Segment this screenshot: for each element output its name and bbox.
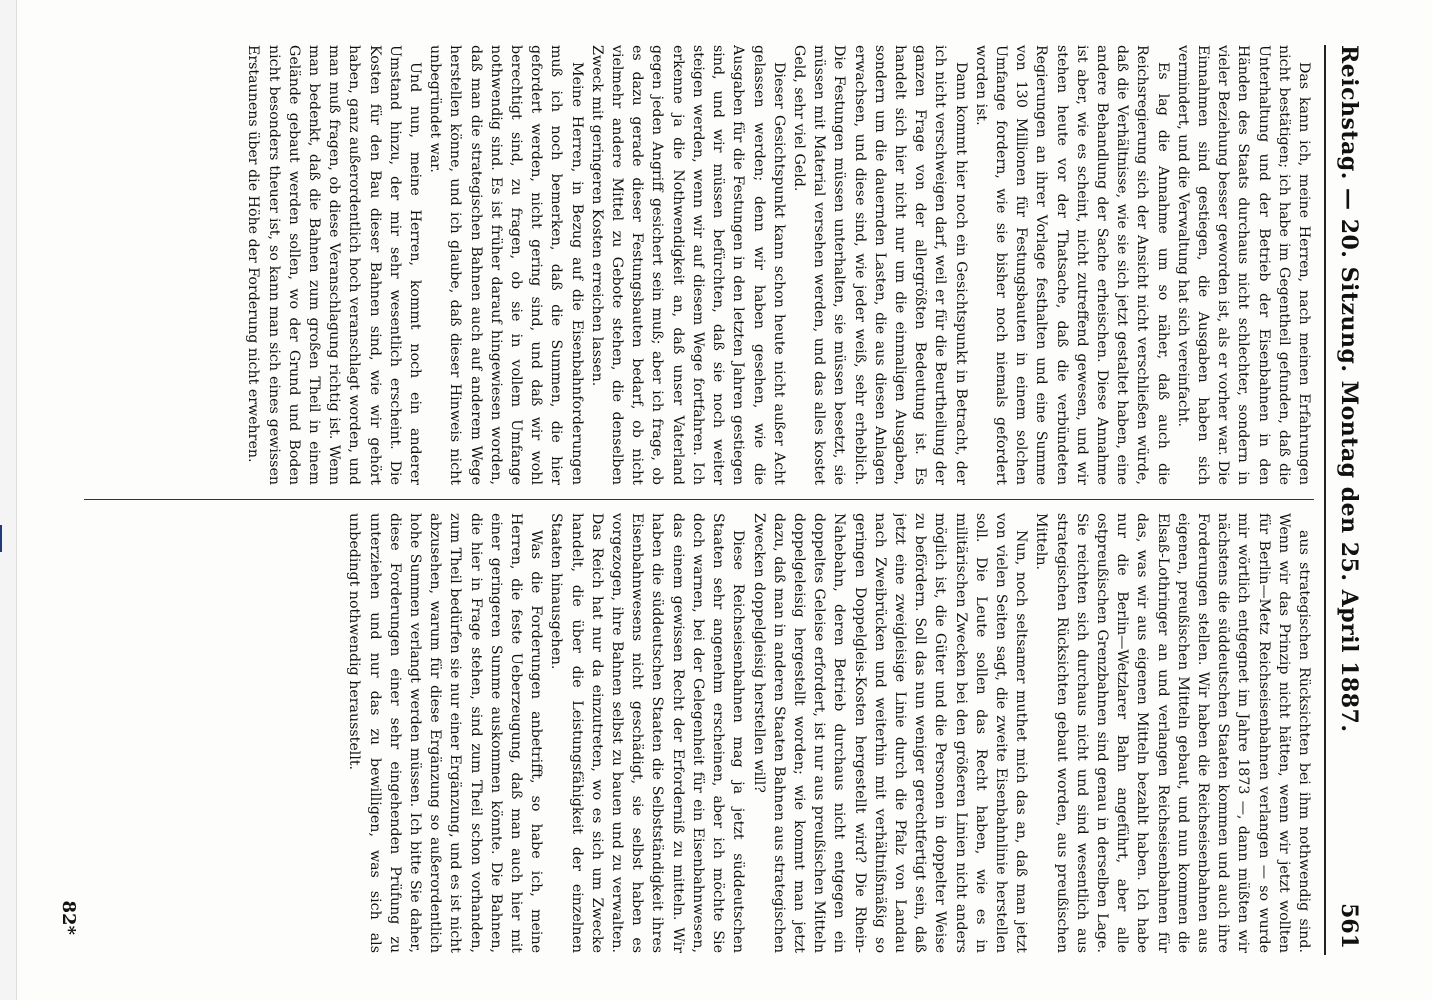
- paragraph: Dieser Gesichtspunkt kann schon heute nicht außer Acht gelassen werden; denn wir haben gesehen, wie die Ausgaben für die Festungen in den letzten Jahren gestiegen sind, und wir müssen befürchten, daß sie noch weiter steigen werden, wenn wir auf diesem Wege fortfahren. Ich erkenne ja die Nothwendigkeit an, daß unser Vaterland gegen jeden Angriff gesichert sein muß; aber ich frage, ob es dazu gerade dieser Festungsbauten bedarf, ob nicht vielmehr andere Mittel zu Gebote stehen, die denselben Zweck mit geringeren Kosten erreichen lassen.: [588, 45, 787, 485]
- digitisation-strip: [0, 0, 17, 1000]
- paragraph: Dann kommt hier noch ein Gesichtspunkt in Betracht, der ich nicht verschweigen darf, weil er für die Beurtheilung der ganzen Frage von der allergrößten Bedeutung ist. Es handelt sich hier nicht nur um die einmaligen Ausgaben, sondern um die dauernden Lasten, die aus diesen Anlagen erwachsen, und diese sind, wie jeder weiß, sehr erheblich. Die Festungen müssen unterhalten, sie müssen besetzt, sie müssen mit Material versehen werden, und das alles kostet Geld, sehr viel Geld.: [790, 45, 969, 485]
- paragraph: Meine Herren, in Bezug auf die Eisenbahnforderungen muß ich noch bemerken, daß die Summen, die hier gefordert werden, nicht gering sind, und daß wir wohl berechtigt sind, zu fragen, ob sie in vollem Umfange nothwendig sind. Es ist früher darauf hingewiesen worden, daß man die strategischen Bahnen auch auf anderem Wege herstellen könne, und ich glaube, daß dieser Hinweis nicht unbegründet war.: [427, 45, 585, 485]
- paragraph: Diese Reichseisenbahnen mag ja jetzt süddeutschen Staaten sehr angenehm erscheinen, aber ich möchte Sie doch warnen, bei der Gelegenheit für ein Eisenbahnwesen, das einem gewissen Recht der Erforderniß zu mitteln. Wir haben die süddeutschen Staaten die Selbstständigkeit ihres Eisenbahnwesens nicht geschädigt, sie selbst haben es vorgezogen, ihre Bahnen selbst zu bauen und zu verwalten. Das Reich hat nur da einzutreten, wo es sich um Zwecke handelt, die über die Leistungsfähigkeit der einzelnen Staaten hinausgehen.: [548, 513, 747, 953]
- paragraph: Und nun, meine Herren, kommt noch ein anderer Umstand hinzu, der mir sehr wesentlich erscheint. Die Kosten für den Bau dieser Bahnen sind, wie wir gehört haben, ganz außerordentlich hoch veranschlagt worden, und man muß fragen, ob diese Veranschlagung richtig ist. Wenn man bedenkt, daß die Bahnen zum großen Theil in einem Gelände gebaut werden sollen, wo der Grund und Boden nicht besonders theuer ist, so kann man sich eines gewissen Erstaunens über die Höhe der Forderung nicht erwehren.: [245, 45, 424, 485]
- rotated-page-content: [46, 25, 1386, 975]
- dfg-logo: [0, 525, 2, 552]
- digitisation-note: [0, 4, 2, 994]
- paragraph: aus strategischen Rücksichten bei ihm nothwendig sind. Wenn wir das Prinzip nicht hätten, wenn wir jetzt wollten für Berlin—Metz Reichseisenbahnen verlangen — so wurde mir wörtlich entgegnet im Jahre 1873 —, dann müßten wir nächstens die süddeutschen Staaten kommen und auch ihre Forderungen stellen. Wir haben die Reichseisenbahnen aus eigenen, preußischen Mitteln gebaut, und nun kommen die Elsaß-Lothringer an und verlangen Reichseisenbahnen für das, was wir aus eigenen Mitteln bezahlt haben. Ich habe nur die Berlin—Wetzlarer Bahn angeführt, aber alle ostpreußischen Grenzbahnen sind genau in derselben Lage. Sie reichten sich durchaus nicht und sind wesentlich aus strategischen Rücksichten gebaut worden, aus preußischen Mitteln.: [1033, 513, 1312, 953]
- left-column: [74, 45, 1314, 485]
- paragraph: Das kann ich, meine Herren, nach meinen Erfahrungen nicht bestätigen; ich habe im Gegentheil gefunden, daß die Unterhaltung und der Betrieb der Eisenbahnen in den Händen des Staats durchaus nicht schlechter, sondern in vieler Beziehung besser geworden ist, als er vorher war. Die Einnahmen sind gestiegen, die Ausgaben haben sich vermindert, und die Verwaltung hat sich vereinfacht.: [1174, 45, 1312, 485]
- paragraph: Nun, noch seltsamer muthet mich das an, daß man jetzt von vielen Seiten sagt, die zweite Eisenbahnlinie herstellen soll. Die Leute sollen das Recht haben, wie es in militärischen Zwecken bei den größeren Linien nicht anders möglich ist, die Güter und die Personen in doppelter Weise zu befördern. Soll das nun weniger gerechtfertigt sein, daß jetzt eine zweigleisige Linie durch die Pfalz von Landau nach Zweibrücken und weiterhin mit verhältnißmäßig so geringen Doppelgleis-Kosten hergestellt wird? Die Rhein-Nahebahn, deren Betrieb durchaus nicht entgegen ein doppeltes Geleise erfordert, ist nur aus preußischen Mitteln doppelgeleisig hergestellt worden; wie kommt man jetzt dazu, daß man in anderen Staaten Bahnen aus strategischen Zwecken doppelgleisig herstellen will?: [750, 513, 1030, 953]
- right-column: [74, 513, 1314, 953]
- digitisation-note-text: [0, 556, 1, 994]
- header-rule: [1324, 45, 1326, 955]
- signature-mark: 82*: [58, 900, 79, 935]
- column-divider: [84, 499, 1314, 500]
- paragraph: Es lag die Annahme um so näher, daß auch die Reichsregierung sich der Ansicht nicht verschließen würde, daß die Verhältnisse, wie sie sich jetzt gestaltet haben, eine andere Behandlung der Sache erheischen. Diese Annahme ist aber, wie es scheint, nicht zutreffend gewesen, und wir stehen heute vor der Thatsache, daß die verbündeten Regierungen an ihrer Vorlage festhalten und eine Summe von 130 Millionen für Festungsbauten in einem solchen Umfange fordern, wie sie bisher noch niemals gefordert worden ist.: [972, 45, 1171, 485]
- paragraph: Was die Forderungen anbetrifft, so habe ich, meine Herren, die feste Ueberzeugung, daß man auch hier mit einer geringeren Summe auskommen könnte. Die Bahnen, die hier in Frage stehen, sind zum Theil schon vorhanden, zum Theil bedürfen sie nur einer Ergänzung, und es ist nicht abzusehen, warum für diese Ergänzung so außerordentlich hohe Summen verlangt werden müssen. Ich bitte Sie daher, diese Forderungen einer sehr eingehenden Prüfung zu unterziehen und nur das zu bewilligen, was sich als unbedingt nothwendig herausstellt.: [346, 513, 545, 953]
- page-header: [1328, 45, 1368, 955]
- header-title: Reichstag. — 20. Sitzung. Montag den 25. April 1887.: [1336, 45, 1362, 733]
- page-number: 561: [1336, 903, 1362, 949]
